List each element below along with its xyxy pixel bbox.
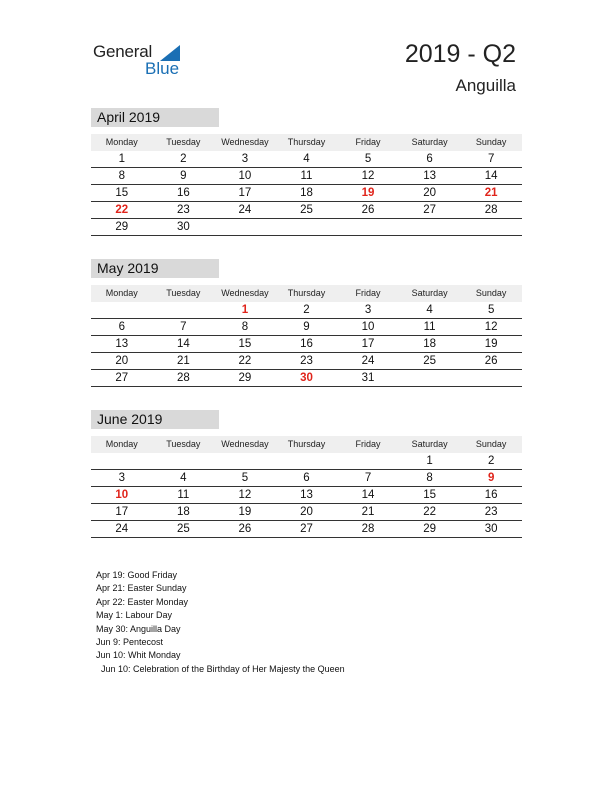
day-cell: 23 xyxy=(484,506,498,518)
weekday-label: Monday xyxy=(105,439,138,449)
day-cell: 6 xyxy=(118,321,125,333)
week-row xyxy=(91,151,522,168)
day-cell xyxy=(337,453,399,469)
day-cell: 24 xyxy=(115,523,129,535)
day-cell xyxy=(153,302,215,318)
day-cell: 17 xyxy=(361,338,375,350)
holiday-day-cell: 19 xyxy=(361,187,375,199)
month-calendar xyxy=(91,259,522,387)
day-cell: 27 xyxy=(115,372,129,384)
day-cell: 14 xyxy=(484,170,498,182)
day-cell: 4 xyxy=(426,304,433,316)
day-cell: 26 xyxy=(484,355,498,367)
day-cell: 6 xyxy=(426,153,433,165)
week-row xyxy=(91,202,522,219)
holiday-note: May 30: Anguilla Day xyxy=(96,623,181,634)
day-cell: 22 xyxy=(238,355,252,367)
day-cell: 11 xyxy=(300,170,313,182)
weekday-label: Saturday xyxy=(411,137,448,147)
day-cell: 29 xyxy=(423,523,436,535)
day-cell: 2 xyxy=(487,455,495,467)
day-cell: 5 xyxy=(487,304,495,316)
day-cell: 2 xyxy=(303,304,310,316)
day-cell: 25 xyxy=(176,523,190,535)
holiday-day-cell: 30 xyxy=(300,372,313,384)
day-cell xyxy=(214,453,276,469)
week-row xyxy=(91,302,522,319)
week-row xyxy=(91,219,522,236)
day-cell xyxy=(399,219,461,235)
holiday-note: Apr 21: Easter Sunday xyxy=(96,583,187,594)
day-cell: 15 xyxy=(238,338,252,350)
day-cell: 25 xyxy=(423,355,436,367)
day-cell: 7 xyxy=(487,153,495,165)
month-title: June 2019 xyxy=(91,410,219,429)
day-cell: 5 xyxy=(364,153,372,165)
day-cell: 17 xyxy=(238,187,252,199)
day-cell: 18 xyxy=(423,338,436,350)
day-cell: 19 xyxy=(484,338,498,350)
holiday-note: May 1: Labour Day xyxy=(96,610,173,621)
weekday-label: Monday xyxy=(105,288,138,298)
weekday-header xyxy=(91,285,522,302)
logo-blue-text: Blue xyxy=(145,59,180,78)
day-cell: 21 xyxy=(176,355,190,367)
month-title: April 2019 xyxy=(91,108,219,127)
day-cell: 28 xyxy=(176,372,190,384)
day-cell: 14 xyxy=(361,489,375,501)
day-cell: 9 xyxy=(303,321,310,333)
day-cell: 18 xyxy=(300,187,313,199)
page-title: 2019 - Q2 xyxy=(404,40,516,68)
day-cell: 8 xyxy=(426,472,433,484)
day-cell: 28 xyxy=(361,523,375,535)
day-cell xyxy=(214,219,276,235)
day-cell xyxy=(91,453,153,469)
day-cell: 15 xyxy=(423,489,436,501)
weekday-label: Friday xyxy=(355,439,381,449)
day-cell: 3 xyxy=(118,472,125,484)
day-cell: 24 xyxy=(361,355,375,367)
day-cell: 31 xyxy=(361,372,375,384)
day-cell: 26 xyxy=(361,204,375,216)
week-row xyxy=(91,504,522,521)
day-cell: 10 xyxy=(361,321,375,333)
day-cell: 13 xyxy=(423,170,436,182)
day-cell: 6 xyxy=(303,472,310,484)
day-cell xyxy=(276,453,338,469)
day-cell: 12 xyxy=(484,321,498,333)
day-cell: 10 xyxy=(238,170,252,182)
day-cell xyxy=(399,370,461,386)
day-cell: 8 xyxy=(118,170,125,182)
day-cell: 16 xyxy=(176,187,190,199)
weekday-label: Sunday xyxy=(475,137,507,147)
weekday-label: Tuesday xyxy=(166,137,201,147)
weekday-label: Thursday xyxy=(287,439,326,449)
day-cell: 5 xyxy=(241,472,249,484)
day-cell: 28 xyxy=(484,204,498,216)
weekday-label: Wednesday xyxy=(221,439,269,449)
day-cell: 23 xyxy=(176,204,190,216)
day-cell: 29 xyxy=(115,221,129,233)
day-cell: 15 xyxy=(115,187,129,199)
holiday-notes xyxy=(96,569,345,676)
holiday-day-cell: 9 xyxy=(487,472,495,484)
day-cell: 26 xyxy=(238,523,252,535)
week-row xyxy=(91,185,522,202)
weekday-label: Sunday xyxy=(475,439,507,449)
day-cell: 24 xyxy=(238,204,252,216)
day-cell: 1 xyxy=(118,153,125,165)
day-cell: 30 xyxy=(176,221,190,233)
month-calendar xyxy=(91,108,522,236)
day-cell: 14 xyxy=(176,338,190,350)
week-row xyxy=(91,353,522,370)
week-row xyxy=(91,453,522,470)
weekday-label: Sunday xyxy=(475,288,507,298)
day-cell xyxy=(460,370,522,386)
holiday-note: Jun 9: Pentecost xyxy=(96,637,164,648)
day-cell: 27 xyxy=(300,523,313,535)
day-cell: 3 xyxy=(364,304,372,316)
day-cell: 21 xyxy=(361,506,375,518)
day-cell: 13 xyxy=(300,489,313,501)
day-cell xyxy=(337,219,399,235)
generalblue-logo xyxy=(93,42,193,78)
weekday-label: Saturday xyxy=(411,288,448,298)
day-cell: 29 xyxy=(238,372,252,384)
weekday-label: Thursday xyxy=(287,137,326,147)
holiday-day-cell: 22 xyxy=(115,204,129,216)
day-cell xyxy=(91,302,153,318)
weekday-label: Wednesday xyxy=(221,137,269,147)
weekday-label: Saturday xyxy=(411,439,448,449)
day-cell: 11 xyxy=(177,489,190,501)
day-cell xyxy=(460,219,522,235)
day-cell: 16 xyxy=(300,338,313,350)
day-cell: 27 xyxy=(423,204,436,216)
holiday-day-cell: 10 xyxy=(115,489,129,501)
country-name: Anguilla xyxy=(455,76,516,95)
day-cell: 12 xyxy=(361,170,375,182)
holiday-note: Apr 22: Easter Monday xyxy=(96,596,189,607)
day-cell: 7 xyxy=(180,321,187,333)
day-cell: 12 xyxy=(238,489,252,501)
day-cell: 23 xyxy=(300,355,313,367)
month-title: May 2019 xyxy=(91,259,219,278)
holiday-day-cell: 21 xyxy=(484,187,498,199)
weekday-header xyxy=(91,436,522,453)
day-cell: 3 xyxy=(241,153,249,165)
weekday-label: Monday xyxy=(105,137,138,147)
day-cell: 13 xyxy=(115,338,129,350)
month-calendar xyxy=(91,410,522,538)
day-cell: 17 xyxy=(115,506,129,518)
weekday-label: Tuesday xyxy=(166,439,201,449)
weekday-label: Wednesday xyxy=(221,288,269,298)
weekday-label: Thursday xyxy=(287,288,326,298)
day-cell: 20 xyxy=(423,187,436,199)
day-cell: 7 xyxy=(364,472,372,484)
day-cell: 4 xyxy=(303,153,310,165)
week-row xyxy=(91,470,522,487)
day-cell: 20 xyxy=(115,355,129,367)
day-cell xyxy=(153,453,215,469)
holiday-note: Jun 10: Celebration of the Birthday of Her Majesty the Queen xyxy=(101,663,345,674)
weekday-label: Friday xyxy=(355,137,381,147)
week-row xyxy=(91,336,522,353)
day-cell: 22 xyxy=(423,506,436,518)
week-row xyxy=(91,487,522,504)
week-row xyxy=(91,319,522,336)
day-cell: 11 xyxy=(423,321,436,333)
day-cell: 8 xyxy=(241,321,249,333)
day-cell: 19 xyxy=(238,506,252,518)
day-cell: 4 xyxy=(180,472,187,484)
day-cell: 1 xyxy=(426,455,433,467)
day-cell: 2 xyxy=(180,153,187,165)
weekday-header xyxy=(91,134,522,151)
day-cell: 30 xyxy=(484,523,498,535)
holiday-note: Jun 10: Whit Monday xyxy=(96,650,181,661)
week-row xyxy=(91,521,522,538)
day-cell: 16 xyxy=(484,489,498,501)
holiday-day-cell: 1 xyxy=(241,304,249,316)
weekday-label: Friday xyxy=(355,288,381,298)
logo-general-text: General xyxy=(93,42,153,61)
weekday-label: Tuesday xyxy=(166,288,201,298)
holiday-note: Apr 19: Good Friday xyxy=(96,570,178,580)
day-cell: 20 xyxy=(300,506,313,518)
day-cell: 25 xyxy=(300,204,313,216)
week-row xyxy=(91,168,522,185)
day-cell xyxy=(276,219,338,235)
day-cell: 18 xyxy=(176,506,190,518)
day-cell: 9 xyxy=(180,170,187,182)
week-row xyxy=(91,370,522,387)
